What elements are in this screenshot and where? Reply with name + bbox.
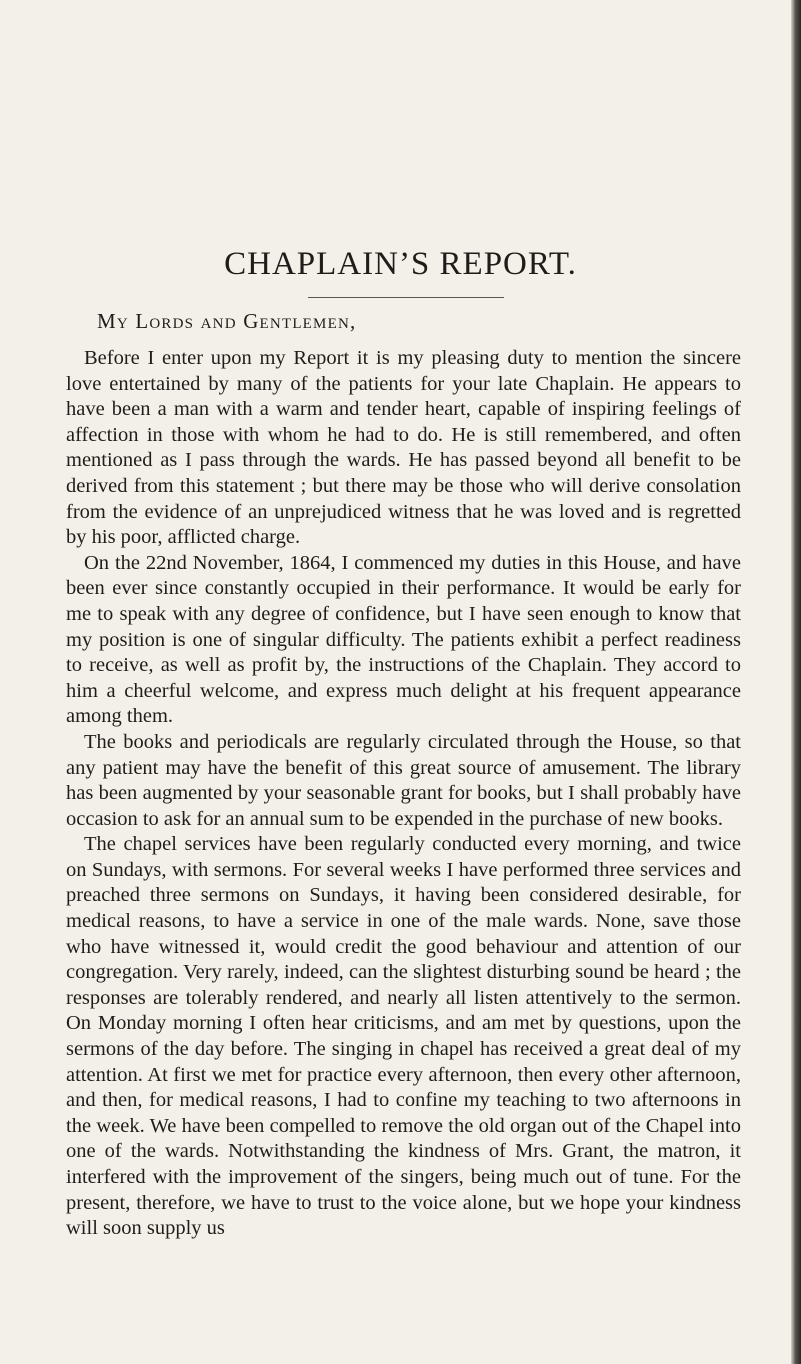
page-edge [791,0,801,1364]
salutation: My Lords and Gentlemen, [97,309,357,333]
title-divider [308,297,504,298]
paragraph-commencement: On the 22nd November, 1864, I commenced my duties in this House, and have been ever since constantly occupied in their performance. It would be early for me to speak with any degree of confidence, but I have seen enough to know that my position is one of singular difficulty. The patients exhibit a perfect readiness to receive, as well as profit by, the instructions of the Chaplain. They accord to him a cheerful welcome, and express much delight at his frequent appearance among them. [66,551,741,728]
report-body [66,346,741,1242]
paragraph-late-chaplain: Before I enter upon my Report it is my pleasing duty to mention the sincere love entertained by many of the patients for your late Chaplain. He appears to have been a man with a warm and tender heart, capable of inspiring feelings of affection in those with whom he had to do. He is still remembered, and often mentioned as I pass through the wards. He has passed beyond all benefit to be derived from this statement ; but there may be those who will derive consolation from the evidence of an unprejudiced witness that he was loved and is regretted by his poor, afflicted charge. [66,347,741,549]
paragraph-chapel-services: The chapel services have been regularly conducted every morning, and twice on Sundays, with sermons. For several weeks I have performed three services and preached three sermons on Sundays, it having been considered desirable, for medical reasons, to have a service in one of the male wards. None, save those who have witnessed it, would credit the good behaviour and attention of our congregation. Very rarely, indeed, can the slightest disturbing sound be heard ; the responses are tolerably rendered, and nearly all listen attentively to the sermon. On Monday morning I often hear criticisms, and am met by questions, upon the sermons of the day before. The singing in chapel has received a great deal of my attention. At first we met for practice every afternoon, then every other afternoon, and then, for medical reasons, I had to confine my teaching to two afternoons in the week. We have been compelled to remove the old organ out of the Chapel into one of the wards. Notwithstanding the kindness of Mrs. Grant, the matron, it interfered with the improvement of the singers, being much out of tune. For the present, therefore, we have to trust to the voice alone, but we hope your kindness will soon supply us [66,833,741,1240]
paragraph-library: The books and periodicals are regularly circulated through the House, so that any patient may have the benefit of this great source of amusement. The library has been augmented by your seasonable grant for books, but I shall probably have occasion to ask for an annual sum to be expended in the purchase of new books. [66,730,741,830]
page-title: CHAPLAIN’S REPORT. [224,246,577,282]
